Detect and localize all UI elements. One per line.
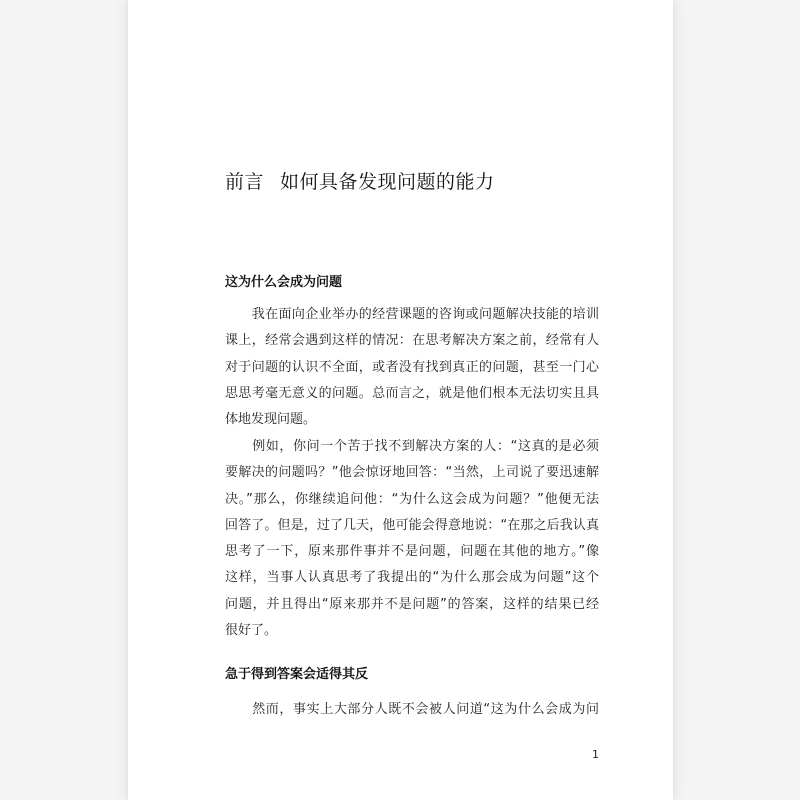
paragraph-line: 回答了。但是，过了几天，他可能会得意地说：“在那之后我认真 (225, 517, 599, 533)
paragraph-line: 很好了。 (225, 623, 278, 639)
paragraph-line: 我在面向企业举办的经营课题的咨询或问题解决技能的培训 (225, 307, 599, 322)
paragraph-line: 然而，事实上大部分人既不会被人问道“这为什么会成为问 (225, 702, 599, 717)
book-page (128, 0, 673, 800)
paragraph-line: 决。”那么，你继续追问他：“为什么这会成为问题？”他便无法 (225, 491, 599, 507)
paragraph (225, 697, 599, 723)
paragraph (225, 302, 599, 433)
paragraph-line: 体地发现问题。 (225, 412, 317, 428)
page-number: 1 (592, 748, 599, 761)
section-heading: 这为什么会成为问题 (225, 275, 343, 290)
paragraph-line: 问题，并且得出“原来那并不是问题”的答案，这样的结果已经 (225, 596, 599, 612)
paragraph-line: 对于问题的认识不全面，或者没有找到真正的问题，甚至一门心 (225, 359, 599, 375)
chapter-title-text: 如何具备发现问题的能力 (280, 171, 495, 193)
paragraph-line: 要解决的问题吗？”他会惊讶地回答：“当然，上司说了要迅速解 (225, 465, 599, 481)
paragraph-line: 课上，经常会遇到这样的情况：在思考解决方案之前，经常有人 (225, 333, 599, 349)
section-heading: 急于得到答案会适得其反 (225, 667, 369, 682)
paragraph-line: 思思考毫无意义的问题。总而言之，就是他们根本无法切实且具 (225, 385, 599, 401)
chapter-title (225, 168, 495, 196)
paragraph (225, 434, 599, 644)
chapter-label: 前言 (225, 171, 265, 193)
paragraph-line: 这样，当事人认真思考了我提出的“为什么那会成为问题”这个 (225, 570, 599, 586)
paragraph-line: 例如，你问一个苦于找不到解决方案的人：“这真的是必须 (225, 439, 599, 454)
paragraph-line: 思考了一下，原来那件事并不是问题，问题在其他的地方。”像 (225, 544, 599, 560)
